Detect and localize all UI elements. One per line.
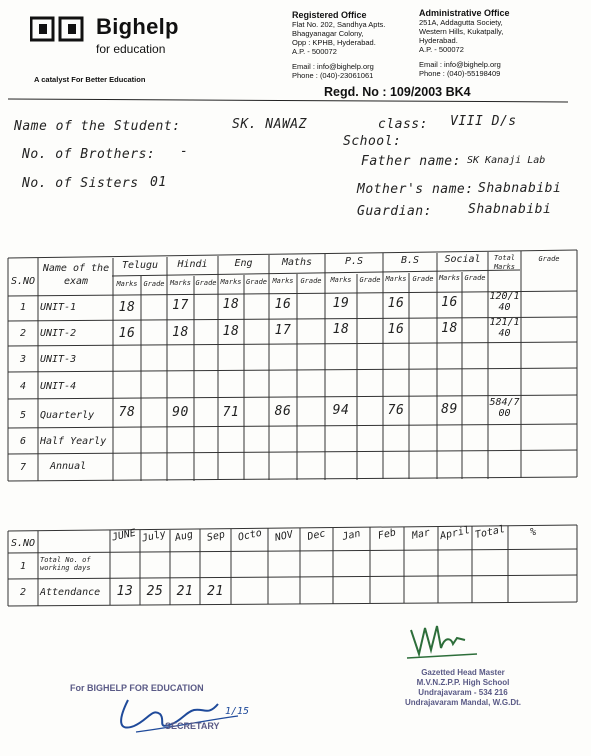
marks-subheader: Marks xyxy=(438,274,461,282)
month-mar: Mar xyxy=(411,527,431,542)
grade-subheader: Grade xyxy=(359,276,381,284)
subject-header-telugu: Telugu xyxy=(121,260,159,271)
address-line: A.P. - 500072 xyxy=(292,47,337,56)
row-exam-name: UNIT-1 xyxy=(40,302,77,313)
subject-header-maths: Maths xyxy=(281,257,313,268)
exam-name-header: Name of the exam xyxy=(42,263,110,287)
mark-bs: 16 xyxy=(387,322,405,337)
month-june: JUNE xyxy=(111,527,137,544)
organisation-stamp-title: For BIGHELP FOR EDUCATION xyxy=(70,683,204,693)
brand-name: Bighelp xyxy=(96,14,179,39)
row-sno: 5 xyxy=(19,410,27,421)
subject-header-hindi: Hindi xyxy=(177,259,208,270)
mark-social: 18 xyxy=(441,321,458,336)
attendance-aug: 21 xyxy=(176,584,194,599)
phone-line: Phone : (040)-55198409 xyxy=(419,69,501,78)
grade-header: Grade xyxy=(538,255,560,263)
mark-ps: 19 xyxy=(332,296,350,311)
mark-social: 16 xyxy=(441,295,458,310)
mark-hindi: 17 xyxy=(172,298,189,313)
mother-name-label: Mother's name: xyxy=(357,182,474,197)
total-marks: 584/700 xyxy=(489,397,520,419)
father-name-value: SK Kanaji Lab xyxy=(467,155,546,166)
grade-subheader: Grade xyxy=(195,279,217,287)
subject-header-ps: P.S xyxy=(344,256,364,267)
row-sno: 3 xyxy=(19,354,27,365)
stamp-line: Gazetted Head Master xyxy=(421,668,505,677)
grade-subheader: Grade xyxy=(412,275,434,283)
mark-ps: 94 xyxy=(332,403,350,418)
class-value: VIII D/s xyxy=(450,114,517,129)
mark-maths: 17 xyxy=(274,323,292,338)
total-marks: 121/140 xyxy=(489,317,520,339)
row-exam-name: Half Yearly xyxy=(40,436,107,447)
phone-line: Phone : (040)-23061061 xyxy=(292,71,374,80)
month-july: July xyxy=(141,528,167,545)
stamp-line: M.V.N.Z.P.P. High School xyxy=(416,678,510,687)
row-sno: 7 xyxy=(19,462,27,473)
guardian-label: Guardian: xyxy=(357,204,432,219)
mark-ps: 18 xyxy=(332,322,350,337)
mark-eng: 18 xyxy=(222,297,240,312)
month-jan: Jan xyxy=(341,528,362,543)
attendance-label: Attendance xyxy=(40,587,101,598)
month-dec: Dec xyxy=(306,528,327,543)
mark-telugu: 18 xyxy=(118,300,136,315)
mother-name-value: Shabnabibi xyxy=(478,181,562,196)
marks-subheader: Marks xyxy=(385,275,407,283)
mark-social: 89 xyxy=(441,402,458,417)
month-nov: NOV xyxy=(274,529,294,544)
email-line: Email : info@bighelp.org xyxy=(419,60,501,69)
row-exam-name: Annual xyxy=(50,461,87,472)
address-line: 251A, Addagutta Society, xyxy=(419,18,503,27)
address-line: Bhagyanagar Colony, xyxy=(292,29,364,38)
grade-subheader: Grade xyxy=(245,278,268,286)
guardian-value: Shabnabibi xyxy=(468,202,552,217)
stamp-line: Undrajavaram Mandal, W.G.Dt. xyxy=(404,698,522,707)
attendance-june: 13 xyxy=(116,584,134,599)
percent-header: % xyxy=(529,527,537,538)
row-sno: 6 xyxy=(19,436,27,447)
mark-maths: 16 xyxy=(274,297,292,312)
row-exam-name: Quarterly xyxy=(40,410,95,421)
working-days-label: Total No. of working days xyxy=(40,556,91,572)
subject-header-social: Social xyxy=(444,254,481,265)
sno-header: S.NO xyxy=(10,538,36,549)
month-feb: Feb xyxy=(377,527,397,542)
sisters-value: 01 xyxy=(150,175,167,190)
attendance-july: 25 xyxy=(146,584,164,599)
address-line: Flat No. 202, Sandhya Apts. xyxy=(292,20,386,29)
address-line: Western Hills, Kukatpally, xyxy=(419,27,504,36)
total-header: Total xyxy=(474,523,506,542)
administrative-office-title: Administrative Office xyxy=(419,8,510,18)
month-april: April xyxy=(439,524,471,543)
address-line: A.P. - 500072 xyxy=(419,45,464,54)
marks-subheader: Marks xyxy=(272,277,294,285)
row-exam-name: UNIT-3 xyxy=(40,354,77,365)
mark-telugu: 78 xyxy=(118,405,136,420)
row-sno: 2 xyxy=(19,587,27,598)
sno-header: S.NO xyxy=(10,276,36,287)
registration-number: Regd. No : 109/2003 BK4 xyxy=(324,85,471,99)
sisters-label: No. of Sisters xyxy=(22,176,139,191)
father-name-label: Father name: xyxy=(361,154,461,169)
attendance-sep: 21 xyxy=(207,584,224,599)
email-line: Email : info@bighelp.org xyxy=(292,62,374,71)
mark-eng: 18 xyxy=(222,324,240,339)
marks-subheader: Marks xyxy=(330,276,352,284)
registered-office-title: Registered Office xyxy=(292,10,367,20)
mark-hindi: 90 xyxy=(172,405,189,420)
address-line: Hyderabad. xyxy=(419,36,458,45)
mark-bs: 76 xyxy=(387,403,405,418)
headmaster-stamp xyxy=(388,668,538,708)
row-exam-name: UNIT-2 xyxy=(40,328,77,339)
headmaster-signature xyxy=(405,618,485,663)
stamp-line: Undrajavaram - 534 216 xyxy=(418,688,508,697)
student-name-label: Name of the Student: xyxy=(14,119,181,134)
mark-bs: 16 xyxy=(387,296,405,311)
mark-maths: 86 xyxy=(274,404,292,419)
brand-subtitle: for education xyxy=(96,42,166,56)
row-exam-name: UNIT-4 xyxy=(40,381,77,392)
brothers-value: - xyxy=(180,144,189,159)
total-marks: 120/140 xyxy=(489,291,520,313)
address-line: Opp : KPHB, Hyderabad. xyxy=(292,38,376,47)
row-sno: 1 xyxy=(19,302,27,313)
subject-header-eng: Eng xyxy=(234,258,253,269)
tagline: A catalyst For Better Education xyxy=(34,75,146,84)
row-sno: 2 xyxy=(19,328,27,339)
grade-subheader: Grade xyxy=(464,274,486,282)
grade-subheader: Grade xyxy=(300,277,322,285)
month-aug: Aug xyxy=(174,529,194,544)
mark-telugu: 16 xyxy=(118,326,136,341)
signature-date: 1/15 xyxy=(225,706,250,717)
secretary-role: SECRETARY xyxy=(165,721,220,731)
grade-subheader: Grade xyxy=(143,280,165,288)
row-sno: 4 xyxy=(19,381,27,392)
marks-subheader: Marks xyxy=(220,278,242,286)
marks-subheader: Marks xyxy=(116,280,138,288)
school-label: School: xyxy=(343,134,402,149)
subject-header-bs: B.S xyxy=(400,255,420,266)
mark-hindi: 18 xyxy=(172,325,189,340)
marks-subheader: Marks xyxy=(169,279,192,287)
month-sep: Sep xyxy=(206,529,226,544)
mark-eng: 71 xyxy=(222,405,240,420)
row-sno: 1 xyxy=(19,561,27,572)
class-label: class: xyxy=(378,117,428,132)
student-name-value: SK. NAWAZ xyxy=(232,117,307,132)
month-oct: Octo xyxy=(237,527,263,544)
brothers-label: No. of Brothers: xyxy=(22,147,156,162)
total-marks-header: Total Marks xyxy=(493,254,516,271)
